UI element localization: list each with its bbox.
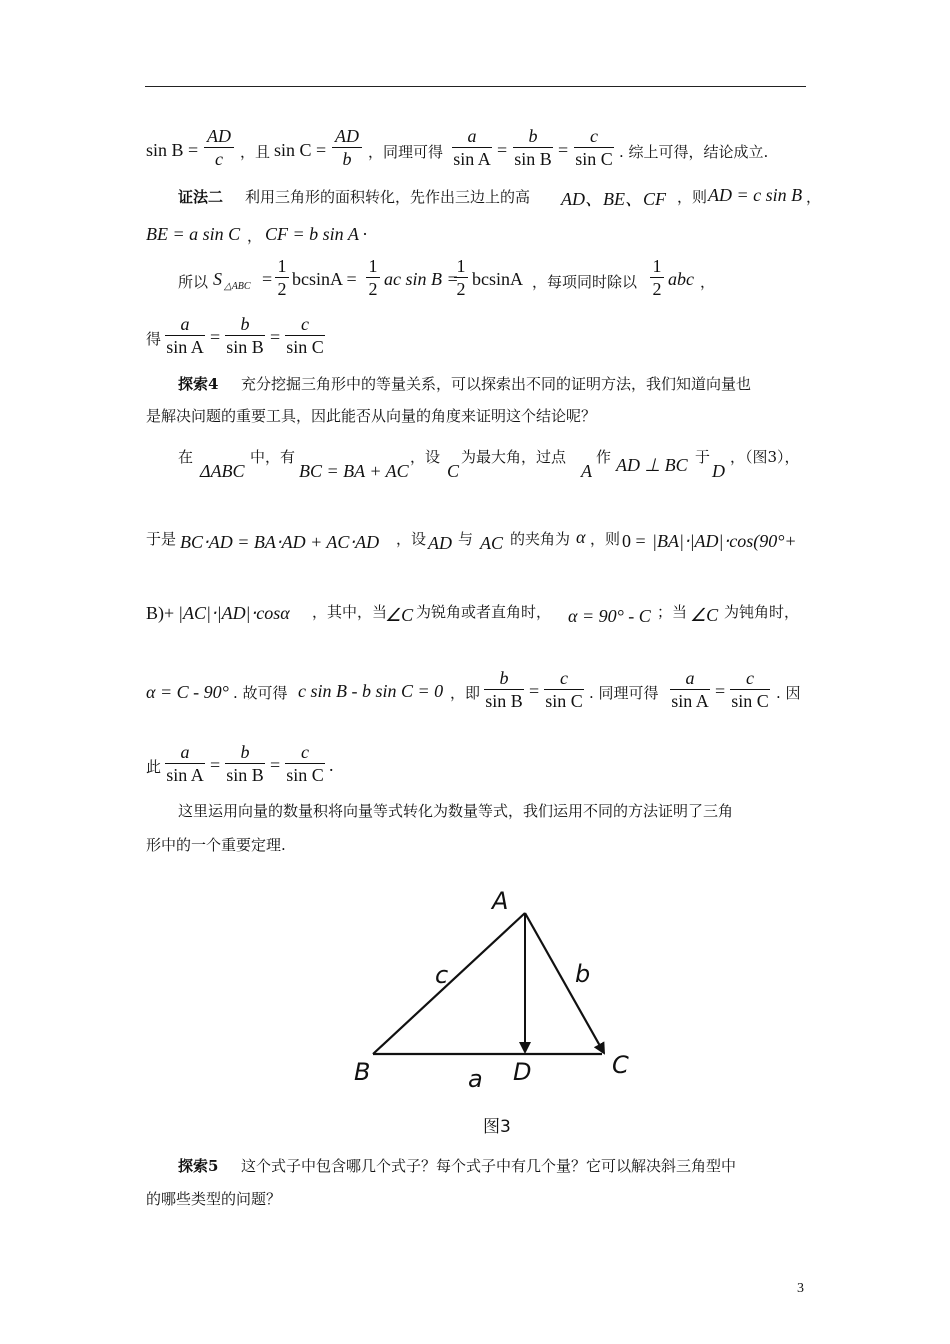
proof-label: 证法二 [178,188,224,206]
fraction-AD-c: AD c [202,125,236,170]
fraction-c-sinC: c sin C [575,126,613,169]
sinB-eq: sin B = [146,140,199,160]
page-number: 3 [797,1281,804,1296]
fraction-AD-b: AD b [330,125,364,170]
side-a-label: a [468,1065,483,1093]
side-b-arrow [525,913,604,1053]
side-c [373,913,525,1054]
triangle-diagram [340,885,650,1105]
figure-caption: 图3 [483,1117,511,1137]
explore-5-label: 探索5 [178,1157,219,1175]
fraction-b-sinB: b sin B [514,126,552,169]
fraction-a-sinA: a sin A [453,126,491,169]
side-c-label: c [435,961,449,989]
point-D-label: D [513,1058,532,1086]
vertex-A-label: A [492,887,509,915]
figure-3 [340,885,650,1105]
side-b-label: b [575,960,591,988]
vertex-B-label: B [354,1058,371,1086]
explore-4-label: 探索4 [178,375,219,393]
header-rule [145,86,806,87]
vertex-C-label: C [612,1051,629,1079]
